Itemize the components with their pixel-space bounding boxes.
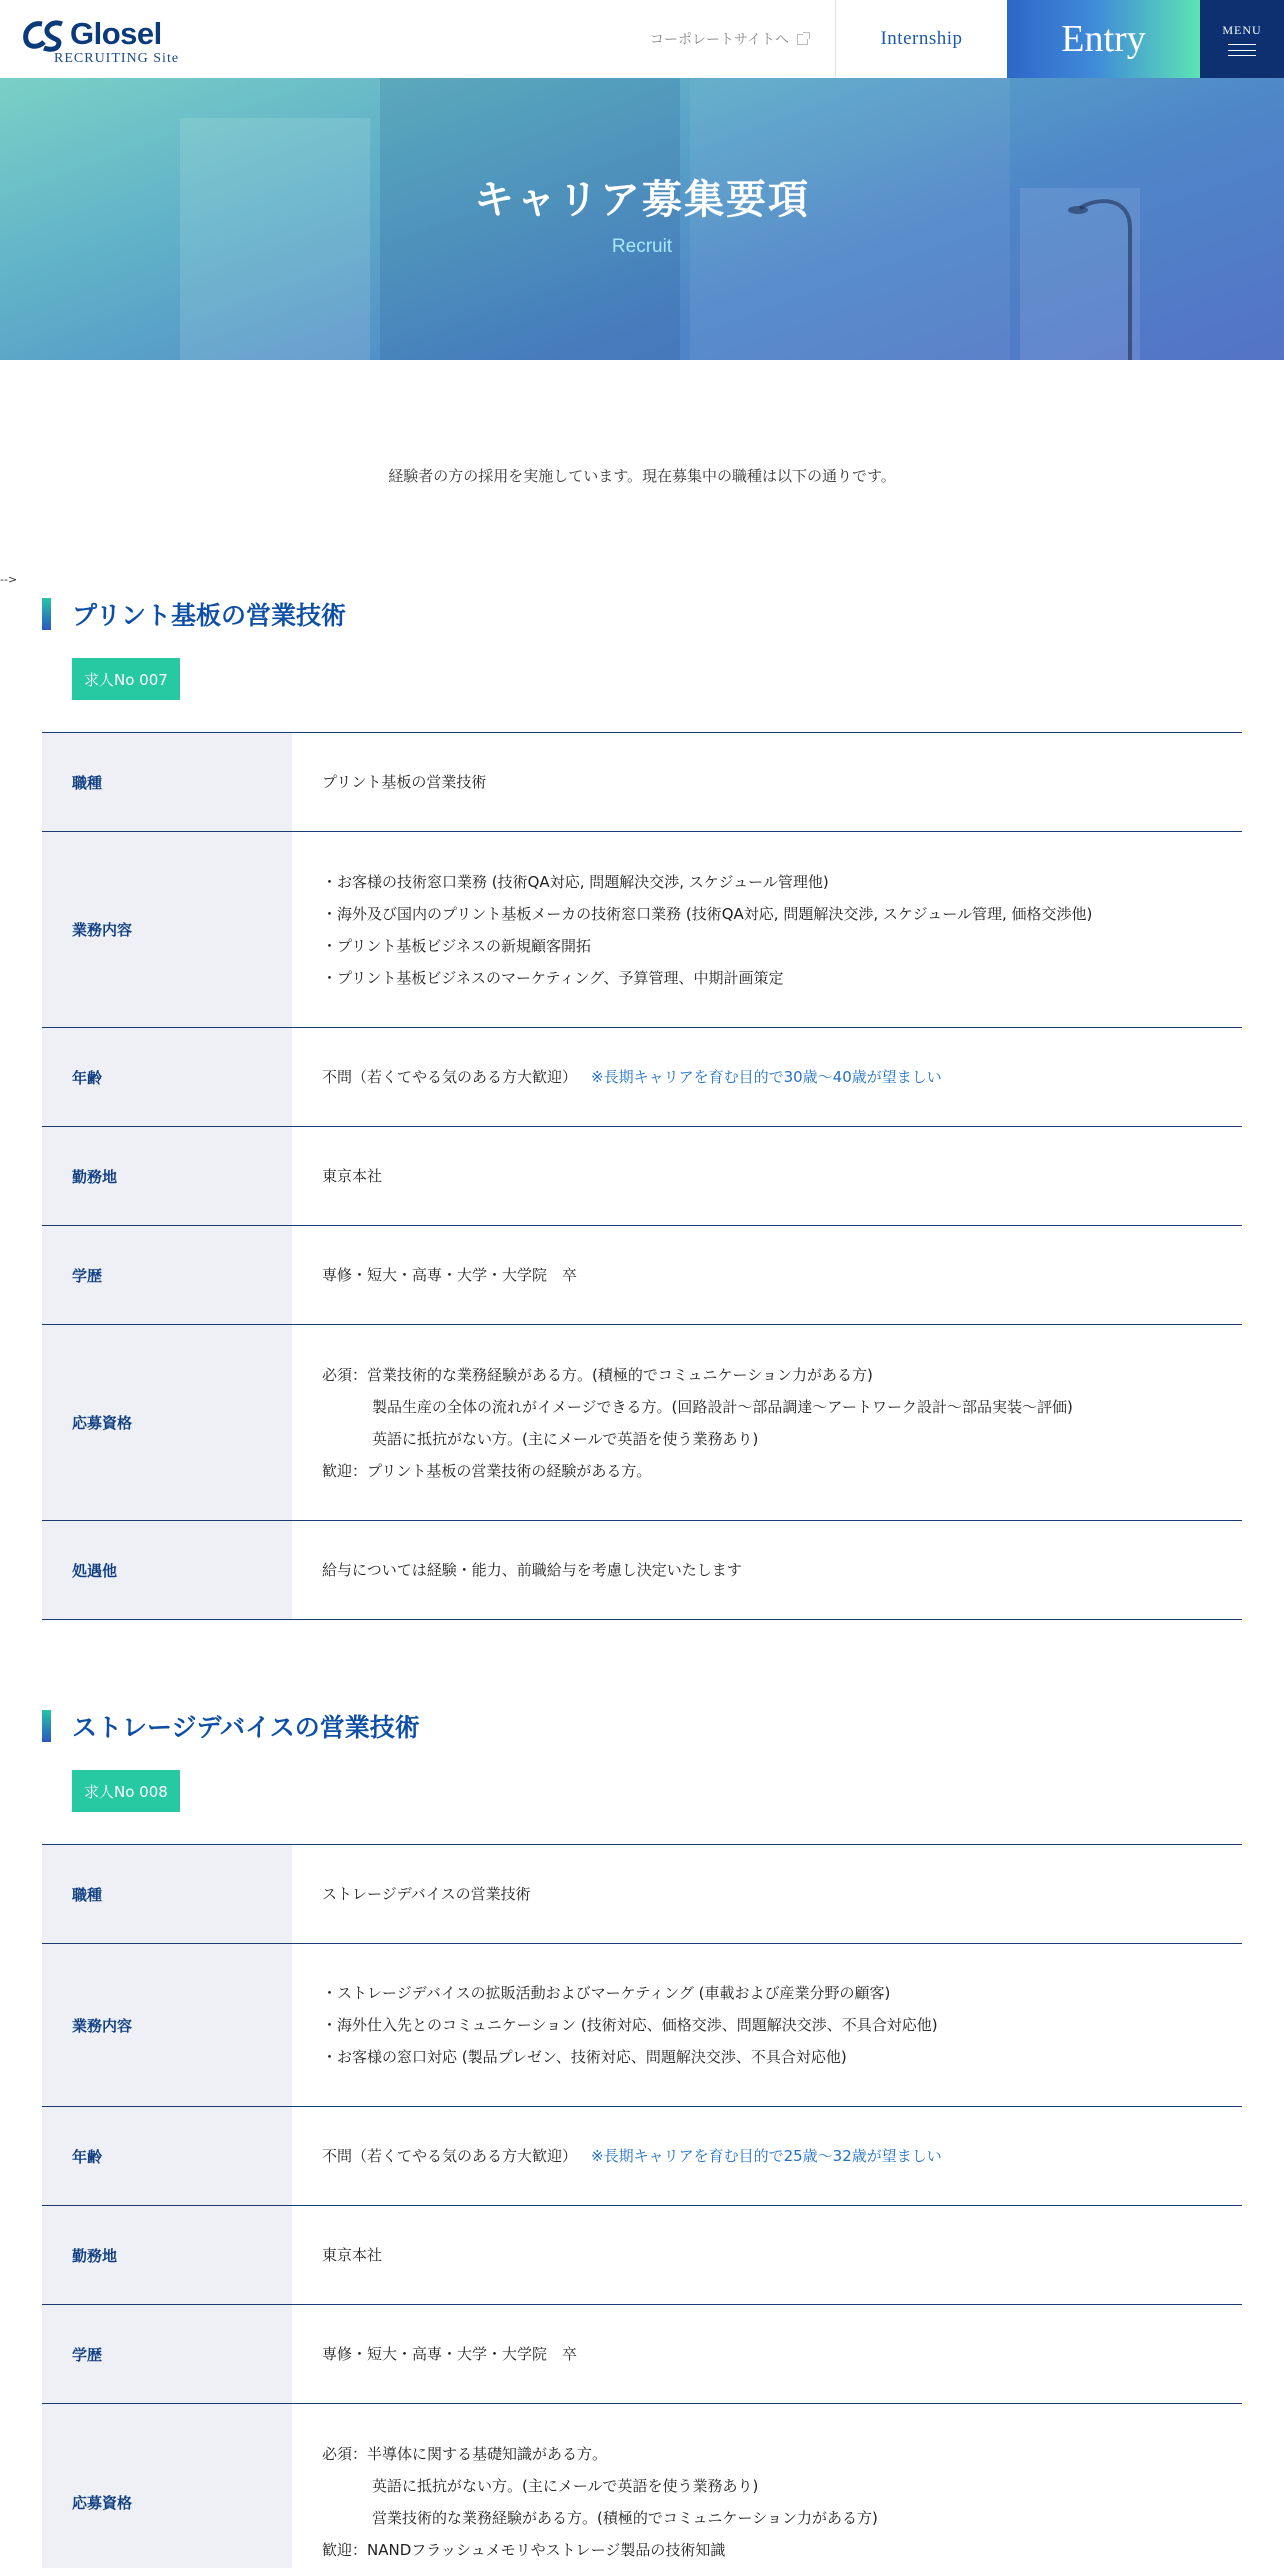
list-item: 製品生産の全体の流れがイメージできる方。(回路設計〜部品調達〜アートワーク設計〜部品実装〜評価) bbox=[372, 1397, 1073, 1416]
row-label: 学歴 bbox=[42, 2305, 292, 2403]
table-row bbox=[42, 1944, 1242, 2107]
page-subtitle: Recruit bbox=[611, 236, 673, 257]
list-item: ・プリント基板ビジネスの新規顧客開拓 bbox=[322, 936, 591, 955]
row-label: 処遇他 bbox=[42, 1521, 292, 1619]
table-row bbox=[42, 832, 1242, 1028]
age-value: 不問（若くてやる気のある方大歓迎） bbox=[322, 1068, 578, 1086]
list-item: 歓迎：プリント基板の営業技術の経験がある方。 bbox=[322, 1461, 652, 1480]
glosel-logo-mark-icon bbox=[22, 18, 68, 52]
list-item: 必須：半導体に関する基礎知識がある方。 bbox=[322, 2445, 608, 2463]
glosel-logo[interactable] bbox=[22, 14, 222, 70]
row-label: 学歴 bbox=[42, 1226, 292, 1324]
job-section bbox=[42, 596, 1242, 1620]
table-row bbox=[42, 1325, 1242, 1521]
list-item: ・お客様の技術窓口業務 (技術QA対応, 問題解決交渉, スケジュール管理他) bbox=[322, 872, 829, 891]
corporate-site-label: コーポレートサイトへ bbox=[650, 32, 790, 48]
heading-accent-bar bbox=[42, 1710, 51, 1742]
site-header bbox=[0, 0, 1284, 78]
row-value bbox=[292, 1845, 1242, 1943]
table-row bbox=[42, 2404, 1242, 2568]
row-label: 職種 bbox=[42, 1845, 292, 1943]
row-value-text: 東京本社 bbox=[322, 1167, 383, 1185]
job-title: ストレージデバイスの営業技術 bbox=[72, 1713, 420, 1742]
job-section bbox=[42, 1708, 1242, 2568]
row-value bbox=[292, 1521, 1242, 1619]
job-heading bbox=[42, 596, 1242, 632]
stray-comment-text: --> bbox=[0, 573, 18, 586]
age-value: 不問（若くてやる気のある方大歓迎） bbox=[322, 2147, 578, 2165]
hamburger-icon bbox=[1228, 44, 1256, 56]
hero-banner bbox=[0, 78, 1284, 360]
list-item: ・プリント基板ビジネスのマーケティング、予算管理、中期計画策定 bbox=[322, 968, 784, 987]
job-number-badge: 求人No 007 bbox=[72, 658, 180, 700]
list-item: ・お客様の窓口対応 (製品プレゼン、技術対応、問題解決交渉、不具合対応他) bbox=[322, 2048, 847, 2066]
row-value-text: 専修・短大・高専・大学・大学院 卒 bbox=[322, 2345, 578, 2363]
row-value bbox=[292, 1028, 1242, 1126]
row-label: 応募資格 bbox=[42, 2404, 292, 2568]
list-item: 歓迎：NANDフラッシュメモリやストレージ製品の技術知識 bbox=[322, 2541, 726, 2559]
row-value bbox=[292, 1325, 1242, 1520]
table-row bbox=[42, 1521, 1242, 1620]
row-value bbox=[292, 2107, 1242, 2205]
menu-button[interactable] bbox=[1200, 0, 1284, 78]
list-item: ・海外仕入先とのコミュニケーション (技術対応、価格交渉、問題解決交渉、不具合対応他) bbox=[322, 2016, 938, 2034]
corporate-site-link[interactable] bbox=[630, 0, 835, 78]
table-row bbox=[42, 1226, 1242, 1325]
job-details-table bbox=[42, 732, 1242, 1620]
job-details-table bbox=[42, 1844, 1242, 2568]
row-value bbox=[292, 2404, 1242, 2568]
row-value bbox=[292, 2206, 1242, 2304]
age-note: ※長期キャリアを育む目的で30歳〜40歳が望ましい bbox=[591, 1068, 942, 1086]
row-value bbox=[292, 1226, 1242, 1324]
row-label: 応募資格 bbox=[42, 1325, 292, 1520]
row-label: 業務内容 bbox=[42, 832, 292, 1027]
age-line bbox=[322, 2140, 1212, 2172]
internship-link[interactable]: Internship bbox=[835, 0, 1007, 78]
age-note: ※長期キャリアを育む目的で25歳〜32歳が望ましい bbox=[591, 2147, 942, 2165]
table-row bbox=[42, 1127, 1242, 1226]
table-row bbox=[42, 1028, 1242, 1127]
intro-text: 経験者の方の採用を実施しています。現在募集中の職種は以下の通りです。 bbox=[388, 467, 896, 485]
menu-label: MENU bbox=[1222, 22, 1262, 37]
row-value-text: ストレージデバイスの営業技術 bbox=[322, 1885, 531, 1903]
table-row bbox=[42, 1845, 1242, 1944]
table-row bbox=[42, 2206, 1242, 2305]
table-row bbox=[42, 2107, 1242, 2206]
list-item: ・ストレージデバイスの拡販活動およびマーケティング (車載および産業分野の顧客) bbox=[322, 1984, 891, 2002]
job-heading bbox=[42, 1708, 1242, 1744]
list-item: ・海外及び国内のプリント基板メーカの技術窓口業務 (技術QA対応, 問題解決交渉, スケジュール管理, 価格交渉他) bbox=[322, 904, 1093, 923]
table-row bbox=[42, 2305, 1242, 2404]
logo-wordmark: Glosel bbox=[70, 16, 162, 51]
job-number-badge: 求人No 008 bbox=[72, 1770, 180, 1812]
age-line bbox=[322, 1061, 1212, 1093]
logo-subtitle: RECRUITING Site bbox=[54, 51, 180, 66]
row-value-text: プリント基板の営業技術 bbox=[322, 773, 487, 791]
list-item: 必須：営業技術的な業務経験がある方。(積極的でコミュニケーション力がある方) bbox=[322, 1365, 873, 1384]
list-item: 英語に抵抗がない方。(主にメールで英語を使う業務あり) bbox=[372, 1429, 759, 1448]
row-label: 年齢 bbox=[42, 2107, 292, 2205]
row-label: 勤務地 bbox=[42, 1127, 292, 1225]
row-label: 勤務地 bbox=[42, 2206, 292, 2304]
row-value bbox=[292, 1127, 1242, 1225]
page-title: キャリア募集要項 bbox=[474, 177, 810, 223]
list-item: 英語に抵抗がない方。(主にメールで英語を使う業務あり) bbox=[372, 2477, 759, 2495]
row-label: 年齢 bbox=[42, 1028, 292, 1126]
list-item: 営業技術的な業務経験がある方。(積極的でコミュニケーション力がある方) bbox=[372, 2509, 878, 2527]
job-title: プリント基板の営業技術 bbox=[72, 601, 347, 630]
table-row bbox=[42, 733, 1242, 832]
entry-button[interactable]: Entry bbox=[1007, 0, 1200, 78]
external-link-icon bbox=[797, 34, 808, 45]
row-value bbox=[292, 1944, 1242, 2106]
row-value bbox=[292, 2305, 1242, 2403]
row-label: 業務内容 bbox=[42, 1944, 292, 2106]
row-value-text: 東京本社 bbox=[322, 2246, 383, 2264]
row-label: 職種 bbox=[42, 733, 292, 831]
row-value bbox=[292, 733, 1242, 831]
row-value-text: 専修・短大・高専・大学・大学院 卒 bbox=[322, 1266, 578, 1284]
row-value bbox=[292, 832, 1242, 1027]
row-value-text: 給与については経験・能力、前職給与を考慮し決定いたします bbox=[322, 1561, 742, 1579]
heading-accent-bar bbox=[42, 598, 51, 630]
